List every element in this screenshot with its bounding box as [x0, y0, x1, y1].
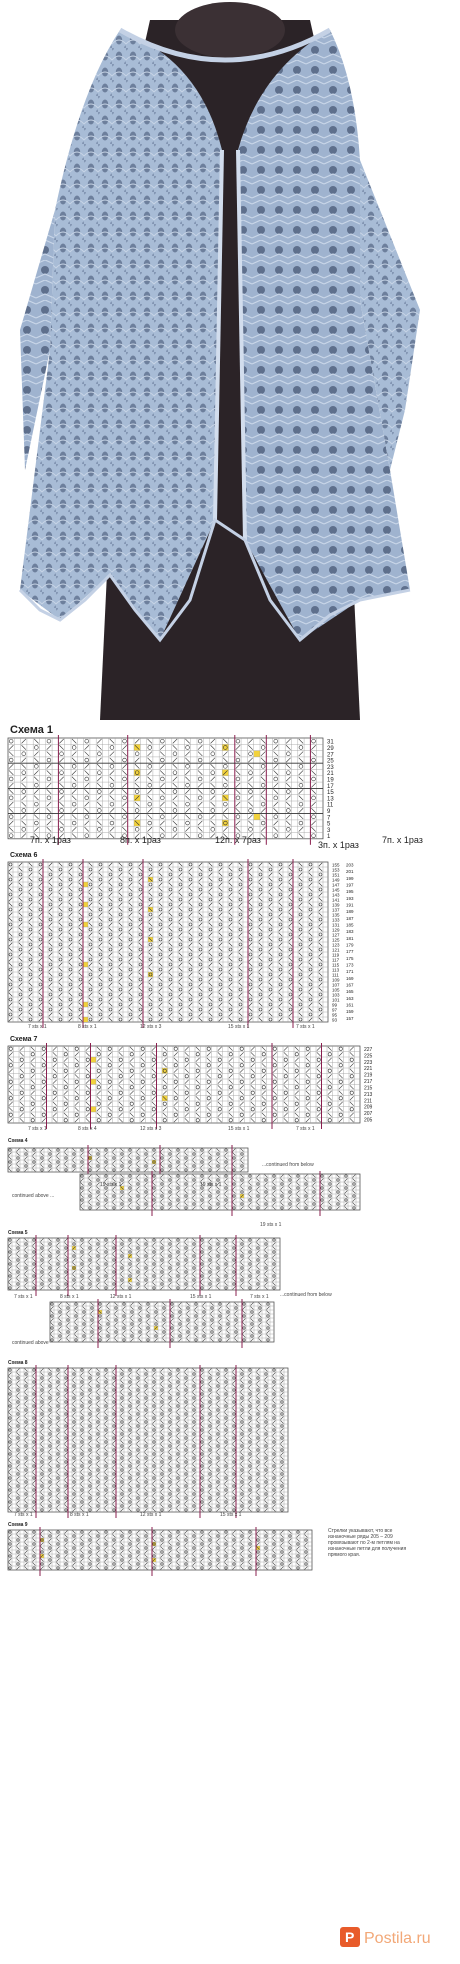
row-number-label: 3 [327, 827, 331, 834]
row-number-label: 213 [364, 1091, 373, 1098]
highlight-cell [91, 1079, 97, 1085]
row-number-label: 25 [327, 758, 334, 765]
highlight-cell [83, 902, 88, 907]
highlight-cell [83, 1002, 88, 1007]
row-number-label: 123 [332, 942, 340, 948]
chart-8 [0, 1360, 460, 1520]
row-number-label: 157 [346, 1015, 354, 1021]
row-number-label: 179 [346, 942, 354, 948]
row-number-label: 163 [346, 995, 354, 1001]
chart-6-repeat-label: 7 sts x 1 [28, 1024, 47, 1030]
row-number-label: 31 [327, 739, 334, 746]
row-number-label: 17 [327, 783, 334, 790]
row-number-label: 195 [346, 889, 354, 895]
row-number-label: 211 [364, 1098, 372, 1105]
row-number-label: 145 [332, 887, 340, 893]
chart-7 [0, 1036, 460, 1136]
highlight-cell [83, 922, 88, 927]
row-number-label: 127 [332, 932, 340, 938]
row-number-label: 133 [332, 917, 340, 923]
chart-1-title: Схема 1 [10, 724, 54, 736]
row-number-label: 29 [327, 745, 334, 752]
row-number-label: 107 [332, 982, 340, 988]
chart-5-repeat-label: 7 sts x 1 [250, 1294, 269, 1300]
row-number-label: 97 [332, 1007, 338, 1013]
chart-4-continued-label: continued above ... [12, 1193, 55, 1199]
row-number-label: 171 [346, 969, 354, 975]
row-number-label: 101 [332, 997, 340, 1003]
chart-6-repeat-label: 15 sts x 1 [228, 1024, 250, 1030]
chart-7-title: Схема 7 [10, 1036, 38, 1043]
chart-6-repeat-label: 7 sts x 1 [296, 1024, 315, 1030]
row-number-label: 21 [327, 771, 334, 778]
row-number-label: 199 [346, 875, 354, 881]
row-number-label: 209 [364, 1104, 373, 1111]
row-number-label: 111 [332, 972, 339, 978]
row-number-label: 99 [332, 1002, 338, 1008]
row-number-label: 1 [327, 834, 331, 841]
chart-7-grid [0, 1036, 460, 1136]
row-number-label: 19 [327, 777, 334, 784]
chart-4-continued-label: ...continued from below [262, 1162, 314, 1168]
row-number-label: 129 [332, 927, 340, 933]
row-number-label: 153 [332, 867, 340, 873]
chart-5-repeat-label: 12 sts x 1 [110, 1294, 132, 1300]
row-number-label: 177 [346, 949, 354, 955]
row-number-label: 203 [346, 862, 354, 868]
row-number-label: 191 [346, 902, 354, 908]
row-number-label: 27 [327, 752, 334, 759]
chart-8-grid [0, 1360, 460, 1520]
chart-5-repeat-label: 7 sts x 1 [14, 1294, 33, 1300]
chart-1-repeat-label: 8п. х 1раз [120, 835, 161, 845]
row-number-label: 217 [364, 1079, 373, 1086]
row-number-label: 189 [346, 909, 354, 915]
chart-7-repeat-label: 7 sts x 1 [296, 1126, 315, 1132]
chart-4-repeat-label: 19 sts x 1 [260, 1222, 282, 1228]
row-number-label: 215 [364, 1085, 373, 1092]
row-number-label: 23 [327, 764, 334, 771]
chart-cells [80, 1174, 360, 1210]
row-number-label: 139 [332, 902, 340, 908]
row-number-label: 183 [346, 929, 354, 935]
chart-4-title: Схема 4 [8, 1138, 28, 1144]
highlight-cell [222, 820, 228, 826]
row-number-label: 147 [332, 882, 340, 888]
shawl-photo [0, 0, 460, 720]
row-number-label: 151 [332, 872, 340, 878]
row-number-label: 221 [364, 1066, 373, 1073]
chart-4 [0, 1138, 460, 1228]
row-number-label: 197 [346, 882, 354, 888]
chart-6 [0, 852, 460, 1034]
highlight-cell [83, 882, 88, 887]
row-number-label: 169 [346, 975, 354, 981]
row-number-label: 113 [332, 967, 340, 973]
chart-7-repeat-label: 8 sts x 4 [78, 1126, 97, 1132]
row-number-label: 187 [346, 915, 354, 921]
row-number-label: 141 [332, 897, 340, 903]
chart-5-repeat-label: 8 sts x 1 [60, 1294, 79, 1300]
chart-7-repeat-label: 12 sts x 3 [140, 1126, 162, 1132]
row-number-label: 227 [364, 1046, 373, 1053]
highlight-cell [254, 814, 260, 820]
row-number-label: 115 [332, 962, 340, 968]
chart-4-repeat-label: 19 sts x 1 [200, 1182, 222, 1188]
row-number-label: 5 [327, 821, 331, 828]
highlight-cell [91, 1057, 97, 1063]
chart-4-grid [0, 1138, 460, 1228]
row-number-label: 93 [332, 1017, 338, 1023]
row-number-label: 175 [346, 955, 354, 961]
row-number-label: 95 [332, 1012, 338, 1018]
row-number-label: 161 [346, 1002, 354, 1008]
row-number-label: 185 [346, 922, 354, 928]
row-number-label: 173 [346, 962, 354, 968]
chart-6-repeat-label: 12 sts x 3 [140, 1024, 162, 1030]
row-number-label: 219 [364, 1072, 373, 1079]
row-number-label: 223 [364, 1059, 373, 1066]
row-number-label: 207 [364, 1111, 373, 1118]
row-number-label: 125 [332, 937, 340, 943]
chart-5-title: Схема 5 [8, 1230, 28, 1236]
highlight-cell [222, 744, 228, 750]
row-number-label: 193 [346, 895, 354, 901]
chart-5-repeat-label: 15 sts x 1 [190, 1294, 212, 1300]
chart-5-continued-label: ...continued from below [280, 1292, 332, 1298]
chart-4-repeat-label: 19 sts x 1 [100, 1182, 122, 1188]
row-number-label: 135 [332, 912, 340, 918]
row-number-label: 109 [332, 977, 340, 983]
chart-1-grid [0, 722, 460, 850]
row-number-label: 225 [364, 1053, 373, 1060]
row-number-label: 15 [327, 790, 334, 797]
chart-cells [8, 1238, 280, 1290]
highlight-cell [134, 770, 140, 776]
chart-1-repeat-label: 7п. х 1раз [30, 835, 71, 845]
row-number-label: 159 [346, 1009, 354, 1015]
row-number-label: 7 [327, 815, 331, 822]
row-number-label: 155 [332, 862, 340, 868]
row-number-label: 131 [332, 922, 340, 928]
chart-cells [8, 1148, 248, 1172]
row-number-label: 103 [332, 992, 340, 998]
row-number-label: 9 [327, 808, 331, 815]
chart-6-title: Схема 6 [10, 852, 38, 859]
row-number-label: 119 [332, 952, 340, 958]
row-number-label: 205 [364, 1117, 373, 1124]
row-number-label: 149 [332, 877, 340, 883]
chart-8-title: Схема 8 [8, 1360, 28, 1366]
row-number-label: 117 [332, 957, 340, 963]
highlight-cell [83, 1017, 88, 1022]
chart-7-repeat-label: 15 sts x 1 [228, 1126, 250, 1132]
row-number-label: 167 [346, 982, 354, 988]
chart-1 [0, 722, 460, 850]
row-number-label: 137 [332, 907, 340, 913]
row-number-label: 11 [327, 802, 334, 809]
chart-1-repeat-label: 3п. х 1раз [318, 840, 359, 850]
highlight-cell [83, 962, 88, 967]
row-number-label: 105 [332, 987, 340, 993]
row-number-label: 201 [346, 869, 354, 875]
chart-cells [8, 1046, 360, 1123]
highlight-cell [254, 751, 260, 757]
mannequin-neck [175, 2, 285, 58]
row-number-label: 121 [332, 947, 340, 953]
row-number-label: 165 [346, 989, 354, 995]
row-number-label: 181 [346, 935, 354, 941]
chart-1-repeat-label: 12п. х 7раз [215, 835, 261, 845]
chart-7-repeat-label: 7 sts x 1 [28, 1126, 47, 1132]
row-number-label: 143 [332, 892, 340, 898]
highlight-cell [91, 1107, 97, 1113]
lace-shawl-illustration [0, 0, 460, 720]
chart-6-repeat-label: 8 sts x 1 [78, 1024, 97, 1030]
chart-6-grid [0, 852, 460, 1034]
chart-5 [0, 1230, 460, 1358]
chart-5-continued-label: continued above [12, 1340, 49, 1346]
row-number-label: 13 [327, 796, 334, 803]
chart-1-repeat-label: 7п. х 1раз [382, 835, 423, 845]
